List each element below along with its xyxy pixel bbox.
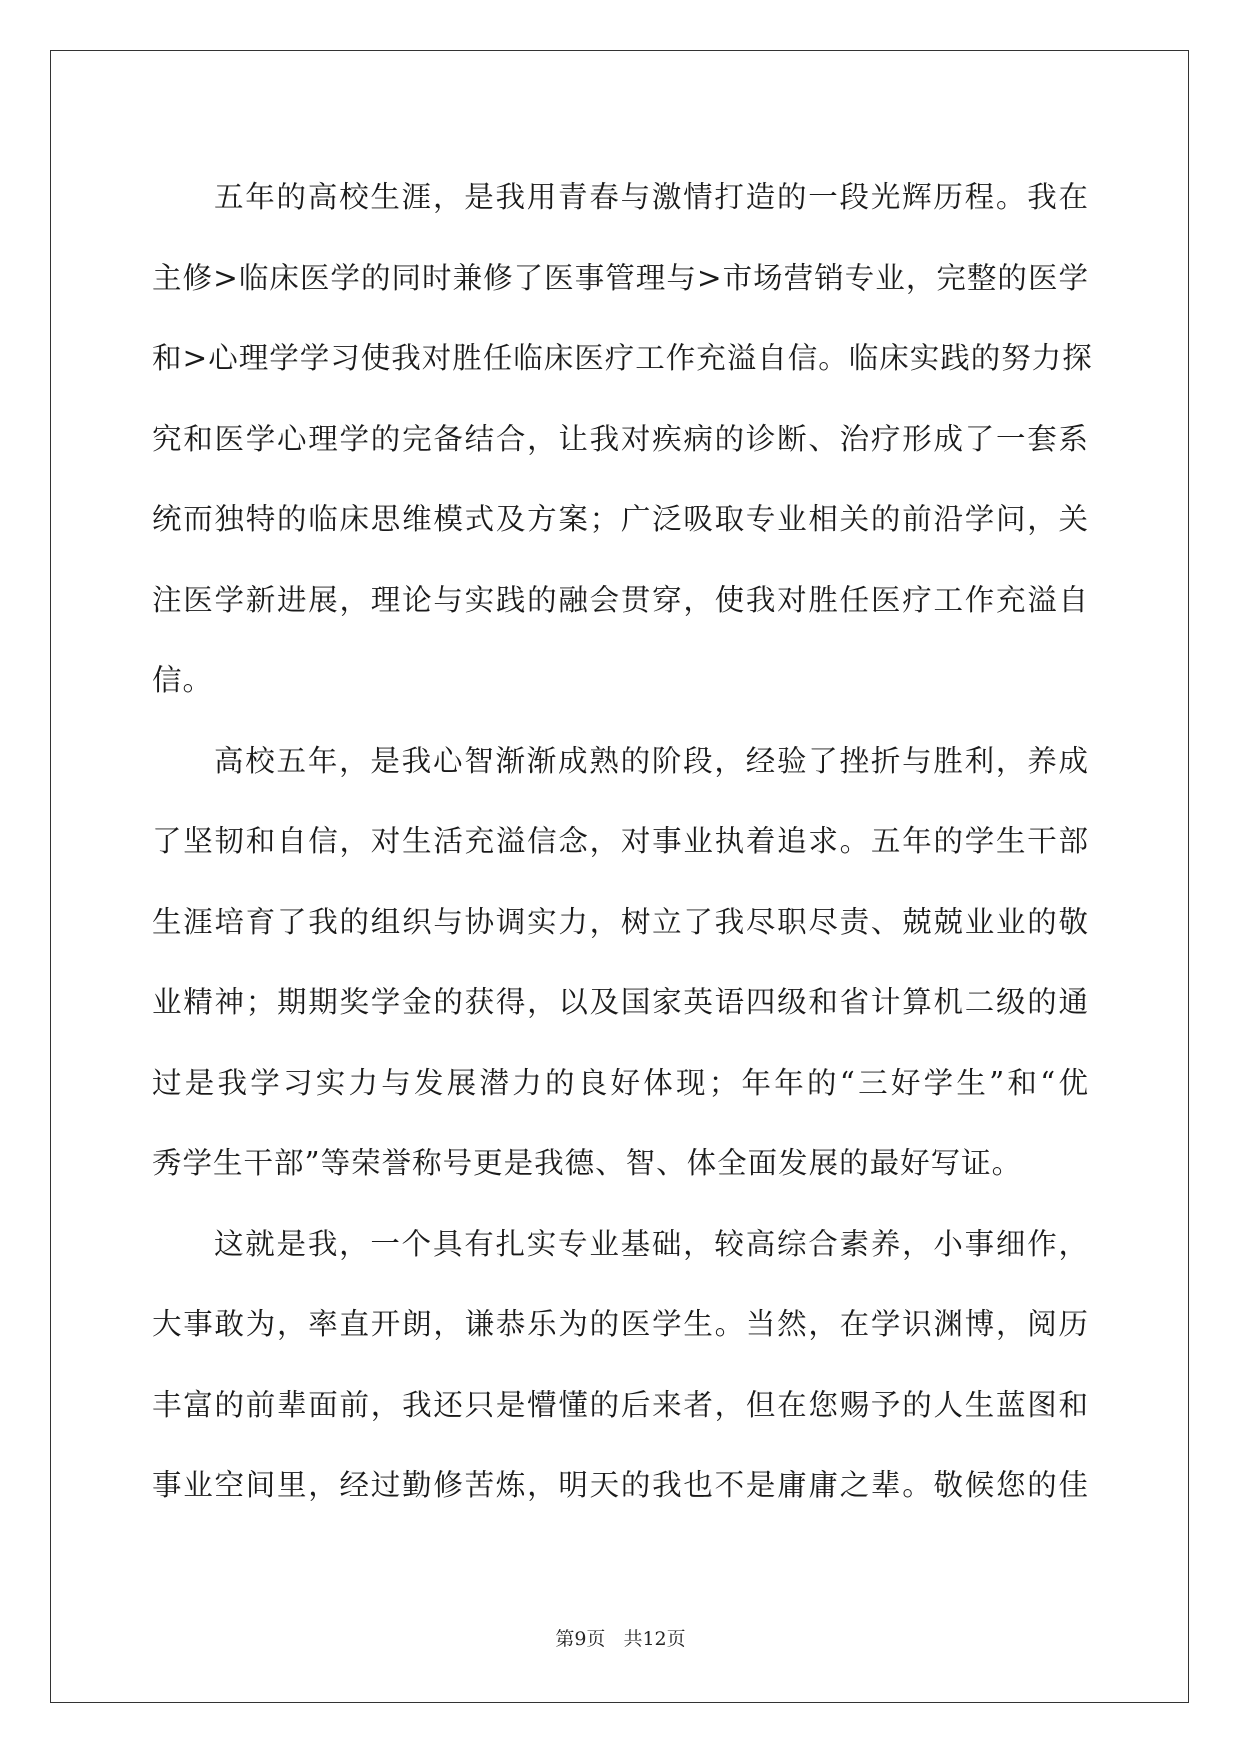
text-line: 究和医学心理学的完备结合，让我对疾病的诊断、治疗形成了一套系 (152, 421, 1089, 456)
text-line: 统而独特的临床思维模式及方案；广泛吸取专业相关的前沿学问，关 (152, 502, 1089, 536)
text-line: 信。 (152, 663, 214, 697)
text-line: 丰富的前辈面前，我还只是懵懂的后来者，但在您赐予的人生蓝图和 (152, 1387, 1089, 1422)
text-line: 业精神；期期奖学金的获得，以及国家英语四级和省计算机二级的通 (152, 985, 1089, 1019)
text-line: 和>心理学学习使我对胜任临床医疗工作充溢自信。临床实践的努力探 (152, 341, 1093, 375)
text-line: 了坚韧和自信，对生活充溢信念，对事业执着追求。五年的学生干部 (152, 824, 1089, 858)
text-line: 秀学生干部”等荣誉称号更是我德、智、体全面发展的最好写证。 (152, 1146, 1023, 1180)
text-line: 主修>临床医学的同时兼修了医事管理与>市场营销专业，完整的医学 (152, 260, 1089, 295)
total-page-count: 共12页 (623, 1628, 686, 1650)
text-line: 五年的高校生涯，是我用青春与激情打造的一段光辉历程。我在 (214, 180, 1089, 214)
text-line: 大事敢为，率直开朗，谦恭乐为的医学生。当然，在学识渊博，阅历 (152, 1307, 1089, 1341)
text-line: 生涯培育了我的组织与协调实力，树立了我尽职尽责、兢兢业业的敬 (152, 904, 1089, 939)
current-page-number: 第9页 (555, 1628, 606, 1650)
text-line: 事业空间里，经过勤修苦炼，明天的我也不是庸庸之辈。敬候您的佳 (152, 1468, 1089, 1502)
text-line: 注医学新进展，理论与实践的融会贯穿，使我对胜任医疗工作充溢自 (152, 582, 1089, 617)
text-line: 高校五年，是我心智渐渐成熟的阶段，经验了挫折与胜利，养成 (214, 743, 1089, 778)
page-footer (0, 1624, 1241, 1651)
text-line: 这就是我，一个具有扎实专业基础，较高综合素养，小事细作， (214, 1226, 1089, 1261)
document-body (152, 157, 1093, 1526)
text-line: 过是我学习实力与发展潜力的良好体现；年年的“三好学生”和“优 (152, 1065, 1089, 1100)
